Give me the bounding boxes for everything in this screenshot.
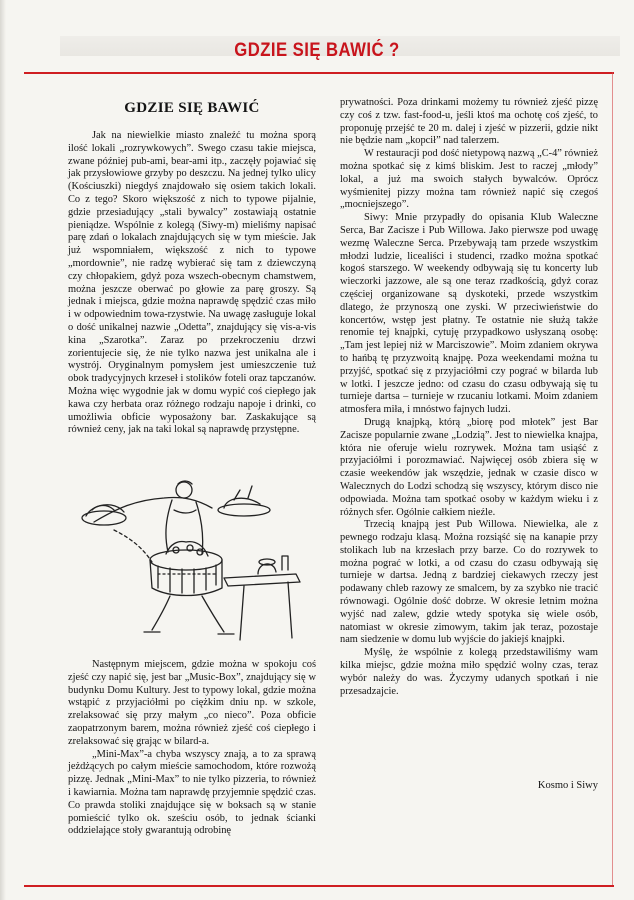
left-column-bottom — [68, 659, 316, 838]
paragraph: Jak na niewielkie miasto znaleźć tu można sporą ilość lokali „rozrywkowych”. Swego czasu takie miejsca, zwane później pub-ami, bear-ami itp., zaczęły pojawiać się jak przysłowiowe grzyby po deszczu. Na jednej tylko ulicy (Kościuszki) niegdyś znajdowało się osiem takich lokali. Co z tego? Skoro większość z nich to typowe pijalnie, gdzie przesiadujący „stali bywalcy” zostawiają ostatnie pieniądze. Wspólnie z kolegą (Siwy-m) mieliśmy napisać parę zdań o lokalach znajdujących się w tym mieście. Jak już wspomniałem, większość z nich to typowe „mordownie”, nie radzę wybierać się tam z dziewczyną czy chłopakiem, gdyż poza wszech-obecnym chamstwem, można jeszcze oberwać po głowie za parę groszy. Są jednak i miejsca, gdzie można naprawdę spędzić czas miło i w odpowiednim towa-rzystwie. Na uwagę zasługuje lokal o dość unikalnej nazwie „Odetta”, znajdujący się vis-a-vis kina „Szarotka”. Zaraz po przekroczeniu drzwi zorientujecie się, że nie tylko nazwa jest unikalna ale i wystrój. Oryginalnym pomysłem jest umieszczenie tuż obok tradycyjnych krzeseł i stolików foteli oraz tapczanów. Można więc wygodnie jak w domu wypić coś ciepłego jak kawa czy herbata oraz różnego rodzaju napoje i drinki, co umożliwia obficie wyposażony bar. Zaskakujące są również ceny, jak na taki lokal są naprawdę przystępne. — [68, 130, 316, 436]
waiter-sketch-illustration — [74, 470, 306, 648]
paragraph: „Mini-Max”-a chyba wszyscy znają, a to za sprawą jeżdżących po całym mieście samochodom, które rozwożą pizzę. Jednak „Mini-Max” to nie tylko pizzeria, to również i kawiarnia. Można tam naprawdę przyjemnie spędzić czas. Co prawda stoliki znajdujące się w boksach są w stanie pomieścić tylko ok. sześciu osób, to jednak ścianki oddzielające stoły gwarantują odrobinę — [68, 748, 316, 837]
paragraph: Myślę, że wspólnie z kolegą przedstawiliśmy wam kilka miejsc, gdzie można miło spędzić wolny czas, teraz wybór należy do was. Życzymy udanych spotkań i nie przesadzajcie. — [340, 647, 598, 697]
paragraph: prywatności. Poza drinkami możemy tu również zjeść pizzę czy coś z tzw. fast-food-u, jeśli ktoś ma ochotę coś zjeść, to proponuję przejść te 20 m. dalej i zjeść w pizzerii, gdzie nikt nie będzie nam „kopcił” nad talerzem. — [340, 97, 598, 147]
paragraph: Siwy: Mnie przypadły do opisania Klub Waleczne Serca, Bar Zacisze i Pub Willowa. Jako pierwsze pod uwagę wezmę Waleczne Serca. Przebywają tam przede wszystkim młodzi ludzie, licealiści i studenci, rzadko można spotkać kogoś starszego. W weekendy odbywają się tu koncerty lub wieczorki jazzowe, ale są one teraz rzadkością, gdyż coraz częściej organizowane są dyskoteki, przede wszystkim dlatego, że przynoszą one zyski. W przeciwieństwie do koncertów, wstęp jest płatny. Te ostatnie nie służą także renomie tej knajpki, cytuję przypadkowo usłyszaną osobę: „Tam jest lepiej niż w Marciszowie”. Moim zdaniem okrywa to hańbą tę przyzwoitą knajpę. Poza weekendami można tu przyjść, spotkać się z przyjaciółmi czy pograć w bilarda lub w lotki. I jeszcze jedno: od czasu do czasu odbywają się tu turnieje dartsa – turnieje w rzucaniu lotkami. Moim zdaniem atmosfera miła, i mnóstwo fajnych ludzi. — [340, 212, 598, 416]
author-signature: Kosmo i Siwy — [537, 780, 598, 791]
right-column — [340, 97, 598, 698]
right-margin-line — [612, 72, 613, 885]
section-header: GDZIE SIĘ BAWIĆ ? — [234, 40, 400, 61]
left-column-top — [68, 130, 316, 437]
article-title: GDZIE SIĘ BAWIĆ — [124, 100, 260, 116]
paragraph: Trzecią knajpą jest Pub Willowa. Niewielka, ale z pewnego rodzaju klasą. Można rozsiąść się na kanapie przy stolikach lub na krzesłach przy barze. Co do rozrywek to można pograć w lotki, a od czasu do czasu odbywają się turnieje w dartsa. Jedną z bardziej ciekawych rzeczy jest podawany chleb razowy ze smalcem, by za szybko nie tracić równowagi. Ogólnie dość dobrze. W okresie letnim można wyjść nad zalew, gdzie wtedy spotyka się wiele osób, natomiast w okresie zimowym, takim jak teraz, pozostaje nam siedzenie w domu lub wyjście do jakiejś knajpki. — [340, 519, 598, 646]
paragraph: Drugą knajpką, którą „biorę pod młotek” jest Bar Zacisze popularnie zwane „Lodzią”. Jest to niewielka knajpa, która nie oferuje wielu rozrywek. Można tam usiąść z przyjaciółmi i porozmawiać. Najwięcej osób zbiera się w czasie weekendów jak wszędzie, jednak w czasie disco w Walecznych do Lodzi schodzą się wszyscy, którym disco nie odpowiada. Można tam spotkać osoby w każdym wieku i z różnych sfer. Ogólnie całkiem nieźle. — [340, 416, 598, 518]
bottom-red-rule — [24, 885, 614, 887]
paragraph: W restauracji pod dość nietypową nazwą „C-4” również można spotkać się z kimś bliskim. Jest to raczej „młody” lokal, a już ma swoich stałych bywalców. Oprócz wyśmienitej pizzy można tam również napić się czegoś „mocniejszego”. — [340, 148, 598, 211]
scan-edge-shadow — [0, 0, 6, 900]
paragraph: Następnym miejscem, gdzie można w spokoju coś zjeść czy napić się, jest bar „Music-Box”, znajdujący się w budynku Domu Kultury. Jest to typowy lokal, gdzie można wstąpić z przyjaciółmi po ciężkim dniu np. w szkole, zrelaksować się przy małym „co nieco”. Poza obficie zaopatrzonym barem, można również zjeść coś ciepłego i zrelaksować się grając w bilard-a. — [68, 659, 316, 747]
top-red-rule — [24, 72, 614, 74]
